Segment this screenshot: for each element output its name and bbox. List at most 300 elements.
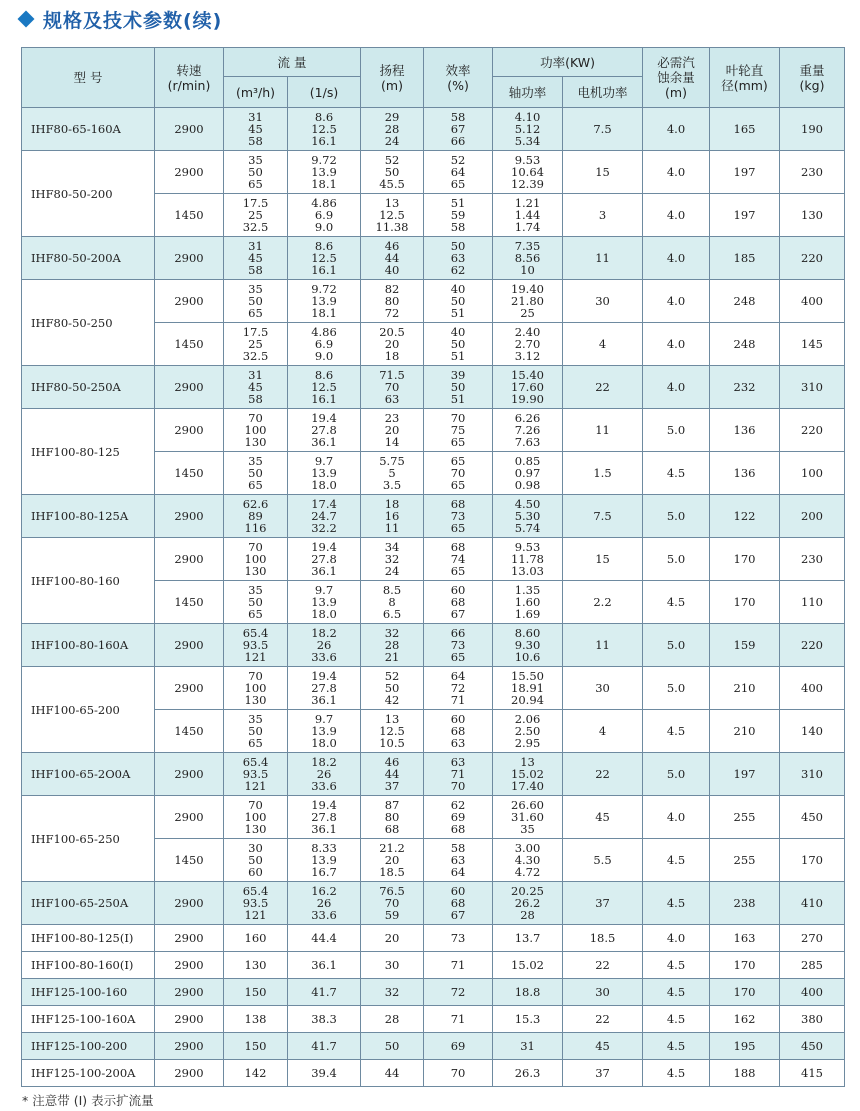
cell-flow-m3h-value: 60 (248, 865, 263, 879)
cell-motor-power: 15 (563, 151, 643, 194)
cell-motor-power: 30 (563, 280, 643, 323)
cell-efficiency (424, 237, 493, 280)
cell-shaft-power-value: 35 (520, 822, 535, 836)
cell-flow-m3h-value: 116 (244, 521, 267, 535)
cell-flow-m3h-value: 70 (248, 540, 263, 554)
cell-efficiency (424, 753, 493, 796)
cell-shaft-power-value: 1.35 (514, 583, 541, 597)
cell-flow-m3h-value: 62.6 (242, 497, 269, 511)
cell-head-value: 44 (384, 251, 400, 265)
cell-impeller: 162 (710, 1006, 780, 1033)
cell-head (361, 409, 424, 452)
cell-head-value: 42 (384, 693, 400, 707)
cell-efficiency-value: 64 (450, 165, 466, 179)
cell-efficiency-value: 58 (450, 220, 466, 234)
cell-shaft-power-value: 1.60 (514, 595, 541, 609)
cell-efficiency-value: 74 (450, 552, 466, 566)
cell-speed: 2900 (155, 925, 224, 952)
cell-flow-m3h (224, 538, 288, 581)
cell-motor-power: 37 (563, 1060, 643, 1087)
cell-flow-ls-value: 9.7 (314, 583, 334, 597)
cell-efficiency (424, 452, 493, 495)
cell-model: IHF80-50-200A (22, 237, 155, 280)
cell-flow-m3h-value: 45 (248, 380, 263, 394)
cell-efficiency (424, 1033, 493, 1060)
cell-efficiency-value: 63 (450, 853, 466, 867)
cell-weight: 285 (780, 952, 845, 979)
cell-flow-ls-value: 18.2 (311, 626, 337, 640)
cell-speed: 1450 (155, 323, 224, 366)
cell-shaft-power-value: 1.74 (514, 220, 541, 234)
cell-head (361, 839, 424, 882)
cell-motor-power: 45 (563, 1033, 643, 1060)
cell-head (361, 1060, 424, 1087)
cell-flow-m3h-value: 130 (244, 822, 267, 836)
cell-efficiency-value: 68 (450, 540, 466, 554)
cell-npsh: 4.5 (643, 710, 710, 753)
cell-weight: 220 (780, 237, 845, 280)
cell-shaft-power-value: 7.35 (514, 239, 541, 253)
cell-model: IHF100-65-250A (22, 882, 155, 925)
cell-impeller: 170 (710, 538, 780, 581)
cell-npsh: 5.0 (643, 495, 710, 538)
cell-efficiency (424, 710, 493, 753)
cell-shaft-power (493, 796, 563, 839)
header-shaft-power: 轴功率 (493, 77, 563, 108)
cell-weight: 270 (780, 925, 845, 952)
cell-efficiency-value: 68 (450, 595, 466, 609)
cell-efficiency (424, 925, 493, 952)
cell-efficiency-value: 67 (450, 607, 466, 621)
cell-npsh: 4.0 (643, 280, 710, 323)
cell-flow-m3h-value: 31 (248, 368, 263, 382)
cell-flow-m3h-value: 65 (248, 306, 263, 320)
table-row (22, 753, 845, 796)
cell-shaft-power-value: 9.53 (514, 153, 541, 167)
cell-shaft-power (493, 495, 563, 538)
cell-shaft-power-value: 5.74 (514, 521, 541, 535)
cell-flow-m3h-value: 31 (248, 110, 263, 124)
cell-flow-m3h-value: 65 (248, 736, 263, 750)
cell-shaft-power-value: 26.60 (511, 798, 544, 812)
cell-shaft-power-value: 21.80 (511, 294, 544, 308)
cell-head-value: 18.5 (379, 865, 405, 879)
cell-flow-m3h-value: 93.5 (242, 638, 269, 652)
cell-motor-power: 45 (563, 796, 643, 839)
cell-weight: 230 (780, 151, 845, 194)
cell-shaft-power (493, 925, 563, 952)
cell-shaft-power (493, 452, 563, 495)
cell-head-value: 30 (384, 958, 400, 972)
cell-head (361, 796, 424, 839)
cell-flow-m3h (224, 108, 288, 151)
cell-flow-ls-value: 6.9 (314, 208, 334, 222)
cell-model: IHF125-100-160 (22, 979, 155, 1006)
cell-npsh: 4.5 (643, 882, 710, 925)
cell-head-value: 20.5 (379, 325, 405, 339)
cell-flow-ls-value: 26 (316, 767, 332, 781)
cell-impeller: 197 (710, 151, 780, 194)
cell-motor-power: 2.2 (563, 581, 643, 624)
cell-head-value: 45.5 (379, 177, 405, 191)
cell-flow-m3h-value: 17.5 (242, 325, 269, 339)
cell-npsh: 4.5 (643, 979, 710, 1006)
cell-flow-m3h (224, 796, 288, 839)
cell-shaft-power-value: 15.3 (514, 1012, 541, 1026)
cell-efficiency-value: 60 (450, 712, 466, 726)
cell-impeller: 170 (710, 581, 780, 624)
cell-weight: 310 (780, 753, 845, 796)
cell-shaft-power-value: 9.30 (514, 638, 541, 652)
table-row (22, 237, 845, 280)
cell-flow-ls-value: 12.5 (311, 122, 337, 136)
cell-head-value: 20 (384, 423, 400, 437)
cell-impeller: 136 (710, 409, 780, 452)
cell-efficiency-value: 58 (450, 110, 466, 124)
cell-shaft-power-value: 20.25 (511, 884, 544, 898)
cell-efficiency-value: 72 (450, 681, 466, 695)
cell-weight: 220 (780, 624, 845, 667)
cell-flow-m3h-value: 25 (248, 337, 263, 351)
cell-impeller: 163 (710, 925, 780, 952)
cell-efficiency (424, 151, 493, 194)
cell-efficiency-value: 71 (450, 693, 466, 707)
cell-flow-ls-value: 16.1 (311, 392, 337, 406)
cell-flow-ls (288, 108, 361, 151)
cell-model: IHF125-100-160A (22, 1006, 155, 1033)
cell-head-value: 87 (384, 798, 400, 812)
cell-flow-m3h-value: 50 (248, 294, 263, 308)
cell-shaft-power-value: 2.70 (514, 337, 541, 351)
cell-shaft-power-value: 26.3 (514, 1066, 541, 1080)
cell-model: IHF100-65-2O0A (22, 753, 155, 796)
cell-flow-ls (288, 194, 361, 237)
cell-flow-ls-value: 36.1 (311, 435, 337, 449)
header-flow-ls: (1/s) (288, 77, 361, 108)
cell-flow-m3h-value: 93.5 (242, 767, 269, 781)
diamond-bullet-icon (18, 11, 35, 28)
cell-head-value: 20 (384, 337, 400, 351)
cell-flow-m3h-value: 65.4 (242, 755, 269, 769)
cell-flow-m3h-value: 100 (244, 810, 267, 824)
cell-head (361, 925, 424, 952)
cell-shaft-power-value: 5.12 (514, 122, 541, 136)
cell-impeller: 210 (710, 667, 780, 710)
cell-efficiency-value: 70 (450, 1066, 466, 1080)
cell-head-value: 40 (384, 263, 400, 277)
cell-motor-power: 22 (563, 952, 643, 979)
cell-flow-ls-value: 8.6 (314, 368, 334, 382)
cell-shaft-power-value: 2.50 (514, 724, 541, 738)
table-row (22, 979, 845, 1006)
cell-npsh: 5.0 (643, 409, 710, 452)
cell-head (361, 979, 424, 1006)
cell-efficiency-value: 66 (450, 134, 466, 148)
header-motor-power: 电机功率 (563, 77, 643, 108)
cell-motor-power: 37 (563, 882, 643, 925)
cell-efficiency (424, 839, 493, 882)
cell-flow-ls-value: 13.9 (311, 466, 337, 480)
cell-speed: 2900 (155, 1033, 224, 1060)
cell-efficiency-value: 50 (450, 294, 466, 308)
cell-flow-ls-value: 27.8 (311, 552, 337, 566)
cell-flow-m3h-value: 32.5 (242, 220, 269, 234)
cell-flow-ls-value: 36.1 (311, 564, 337, 578)
cell-flow-ls-value: 36.1 (311, 693, 337, 707)
cell-head-value: 28 (384, 122, 400, 136)
cell-weight: 230 (780, 538, 845, 581)
cell-impeller: 195 (710, 1033, 780, 1060)
cell-model: IHF100-80-160A (22, 624, 155, 667)
cell-efficiency-value: 64 (450, 669, 466, 683)
cell-head (361, 237, 424, 280)
cell-flow-m3h-value: 65 (248, 177, 263, 191)
cell-shaft-power-value: 17.60 (511, 380, 544, 394)
cell-flow-m3h-value: 65 (248, 478, 263, 492)
cell-shaft-power-value: 17.40 (511, 779, 544, 793)
cell-shaft-power (493, 667, 563, 710)
cell-head (361, 452, 424, 495)
cell-efficiency-value: 50 (450, 337, 466, 351)
cell-efficiency (424, 495, 493, 538)
cell-npsh: 4.5 (643, 839, 710, 882)
cell-flow-m3h (224, 882, 288, 925)
cell-flow-ls-value: 41.7 (311, 985, 337, 999)
cell-speed: 2900 (155, 624, 224, 667)
cell-head-value: 44 (384, 1066, 400, 1080)
cell-flow-m3h-value: 150 (244, 1039, 267, 1053)
cell-shaft-power (493, 280, 563, 323)
cell-head (361, 667, 424, 710)
cell-speed: 2900 (155, 979, 224, 1006)
cell-flow-m3h (224, 1060, 288, 1087)
cell-efficiency-value: 69 (450, 1039, 466, 1053)
cell-flow-ls (288, 366, 361, 409)
cell-weight: 450 (780, 796, 845, 839)
cell-weight: 145 (780, 323, 845, 366)
cell-head (361, 108, 424, 151)
cell-shaft-power-value: 3.12 (514, 349, 541, 363)
cell-flow-ls-value: 18.0 (311, 478, 337, 492)
cell-flow-m3h-value: 50 (248, 466, 263, 480)
cell-efficiency-value: 62 (450, 263, 466, 277)
cell-shaft-power-value: 5.30 (514, 509, 541, 523)
cell-flow-ls-value: 18.1 (311, 177, 337, 191)
cell-head-value: 44 (384, 767, 400, 781)
cell-efficiency (424, 1006, 493, 1033)
cell-shaft-power-value: 2.95 (514, 736, 541, 750)
cell-flow-ls-value: 9.0 (314, 349, 334, 363)
cell-head (361, 952, 424, 979)
cell-efficiency-value: 62 (450, 798, 466, 812)
cell-model: IHF80-50-200 (22, 151, 155, 237)
cell-npsh: 4.0 (643, 194, 710, 237)
cell-efficiency (424, 538, 493, 581)
cell-flow-ls-value: 16.2 (311, 884, 337, 898)
cell-shaft-power-value: 19.40 (511, 282, 544, 296)
cell-flow-ls (288, 667, 361, 710)
cell-speed: 1450 (155, 452, 224, 495)
cell-flow-ls-value: 13.9 (311, 294, 337, 308)
cell-npsh: 4.0 (643, 796, 710, 839)
cell-flow-m3h-value: 138 (244, 1012, 267, 1026)
cell-shaft-power (493, 882, 563, 925)
cell-head (361, 1033, 424, 1060)
cell-efficiency-value: 71 (450, 767, 466, 781)
cell-efficiency (424, 366, 493, 409)
cell-head-value: 24 (384, 134, 400, 148)
cell-efficiency-value: 40 (450, 282, 466, 296)
cell-efficiency (424, 409, 493, 452)
cell-flow-ls-value: 9.7 (314, 454, 334, 468)
cell-efficiency-value: 67 (450, 122, 466, 136)
cell-shaft-power-value: 9.53 (514, 540, 541, 554)
cell-flow-m3h-value: 25 (248, 208, 263, 222)
cell-shaft-power-value: 10 (520, 263, 535, 277)
cell-head (361, 280, 424, 323)
cell-flow-ls-value: 13.9 (311, 724, 337, 738)
cell-flow-m3h (224, 925, 288, 952)
cell-flow-m3h-value: 31 (248, 239, 263, 253)
cell-flow-m3h (224, 839, 288, 882)
header-head: 扬程 (m) (361, 48, 424, 108)
cell-npsh: 4.5 (643, 581, 710, 624)
cell-flow-ls (288, 237, 361, 280)
cell-motor-power: 7.5 (563, 108, 643, 151)
cell-efficiency-value: 75 (450, 423, 466, 437)
cell-flow-m3h-value: 50 (248, 853, 263, 867)
cell-shaft-power-value: 8.60 (514, 626, 541, 640)
cell-flow-ls (288, 1060, 361, 1087)
cell-npsh: 4.0 (643, 366, 710, 409)
cell-efficiency (424, 323, 493, 366)
cell-head-value: 13 (384, 196, 400, 210)
footnote: * 注意带 (I) 表示扩流量 (22, 1093, 154, 1108)
cell-motor-power: 1.5 (563, 452, 643, 495)
cell-shaft-power-value: 13.7 (514, 931, 541, 945)
cell-npsh: 4.0 (643, 237, 710, 280)
cell-head-value: 16 (384, 509, 400, 523)
cell-motor-power: 18.5 (563, 925, 643, 952)
cell-motor-power: 11 (563, 624, 643, 667)
cell-flow-m3h-value: 58 (248, 134, 263, 148)
cell-motor-power: 22 (563, 366, 643, 409)
cell-speed: 1450 (155, 839, 224, 882)
cell-head-value: 32 (384, 985, 400, 999)
cell-speed: 2900 (155, 538, 224, 581)
cell-model: IHF100-80-125(I) (22, 925, 155, 952)
cell-efficiency-value: 50 (450, 239, 466, 253)
cell-weight: 415 (780, 1060, 845, 1087)
cell-flow-m3h-value: 121 (244, 779, 267, 793)
cell-head-value: 8.5 (382, 583, 402, 597)
cell-flow-ls (288, 452, 361, 495)
cell-shaft-power-value: 18.8 (514, 985, 541, 999)
cell-shaft-power-value: 31.60 (511, 810, 544, 824)
cell-shaft-power-value: 0.85 (514, 454, 541, 468)
cell-flow-m3h (224, 667, 288, 710)
cell-head (361, 323, 424, 366)
cell-shaft-power-value: 19.90 (511, 392, 544, 406)
cell-shaft-power-value: 10.6 (514, 650, 541, 664)
cell-speed: 2900 (155, 495, 224, 538)
cell-flow-ls (288, 710, 361, 753)
cell-efficiency (424, 952, 493, 979)
cell-head-value: 5.75 (379, 454, 405, 468)
cell-efficiency-value: 60 (450, 583, 466, 597)
cell-flow-m3h (224, 323, 288, 366)
cell-flow-ls (288, 1006, 361, 1033)
cell-flow-m3h-value: 35 (248, 712, 263, 726)
cell-flow-m3h-value: 93.5 (242, 896, 269, 910)
cell-efficiency-value: 68 (450, 724, 466, 738)
cell-shaft-power-value: 7.63 (514, 435, 541, 449)
cell-model: IHF125-100-200 (22, 1033, 155, 1060)
cell-npsh: 4.5 (643, 952, 710, 979)
cell-flow-m3h (224, 979, 288, 1006)
table-row (22, 624, 845, 667)
cell-efficiency (424, 667, 493, 710)
cell-head-value: 28 (384, 1012, 400, 1026)
cell-motor-power: 11 (563, 237, 643, 280)
cell-shaft-power (493, 237, 563, 280)
cell-flow-m3h (224, 194, 288, 237)
table-row (22, 925, 845, 952)
cell-weight: 100 (780, 452, 845, 495)
cell-efficiency-value: 65 (450, 521, 466, 535)
cell-head-value: 50 (384, 165, 400, 179)
cell-flow-m3h (224, 710, 288, 753)
cell-shaft-power (493, 151, 563, 194)
cell-shaft-power-value: 25 (520, 306, 535, 320)
cell-flow-ls-value: 9.72 (311, 282, 337, 296)
cell-speed: 2900 (155, 753, 224, 796)
cell-efficiency-value: 65 (450, 478, 466, 492)
cell-weight: 170 (780, 839, 845, 882)
cell-flow-m3h-value: 50 (248, 165, 263, 179)
cell-efficiency-value: 65 (450, 564, 466, 578)
cell-efficiency-value: 72 (450, 985, 466, 999)
cell-shaft-power-value: 2.06 (514, 712, 541, 726)
cell-efficiency-value: 60 (450, 884, 466, 898)
cell-flow-ls-value: 13.9 (311, 595, 337, 609)
cell-head-value: 21 (384, 650, 400, 664)
cell-flow-m3h-value: 130 (244, 435, 267, 449)
cell-impeller: 188 (710, 1060, 780, 1087)
cell-shaft-power-value: 7.26 (514, 423, 541, 437)
spec-table (21, 47, 845, 1087)
cell-weight: 130 (780, 194, 845, 237)
cell-efficiency-value: 52 (450, 153, 466, 167)
cell-speed: 1450 (155, 581, 224, 624)
cell-efficiency-value: 71 (450, 958, 466, 972)
cell-head-value: 76.5 (379, 884, 405, 898)
cell-flow-ls-value: 18.0 (311, 607, 337, 621)
cell-shaft-power (493, 366, 563, 409)
page-title-block (18, 6, 222, 32)
cell-shaft-power (493, 323, 563, 366)
table-row (22, 952, 845, 979)
table-row (22, 280, 845, 323)
cell-shaft-power-value: 15.02 (511, 958, 544, 972)
cell-efficiency-value: 51 (450, 306, 466, 320)
cell-weight: 190 (780, 108, 845, 151)
cell-flow-ls-value: 17.4 (311, 497, 337, 511)
cell-impeller: 122 (710, 495, 780, 538)
cell-efficiency-value: 73 (450, 509, 466, 523)
cell-efficiency-value: 69 (450, 810, 466, 824)
cell-motor-power: 4 (563, 710, 643, 753)
